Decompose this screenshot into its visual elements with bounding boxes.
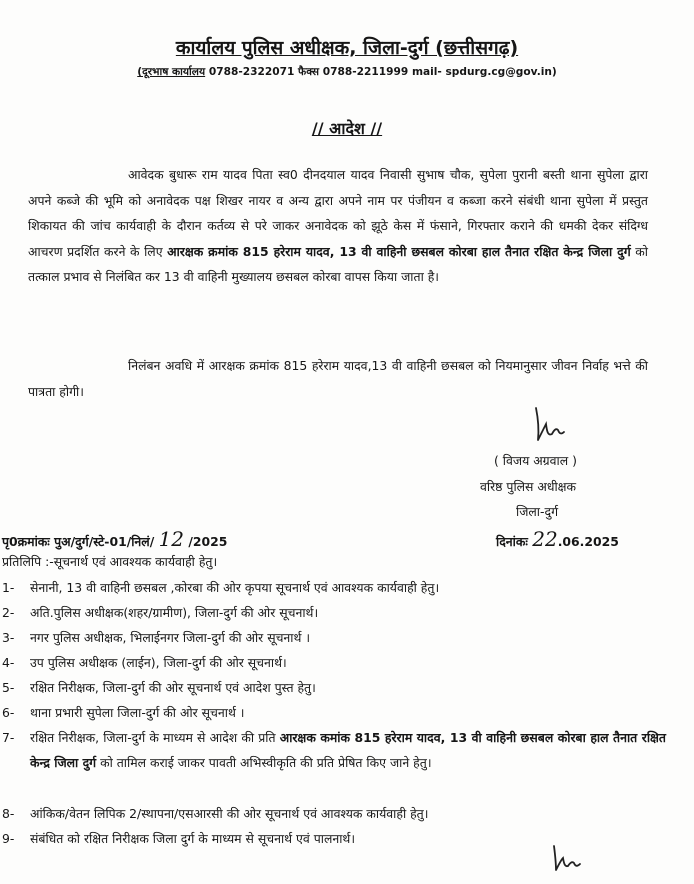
signatory-designation: वरिष्ठ पुलिस अधीक्षक xyxy=(480,479,577,494)
item-text: थाना प्रभारी सुपेला जिला-दुर्ग की ओर सूचनार्थ । xyxy=(30,705,245,720)
reference-number: 12 xyxy=(158,527,185,551)
date-line xyxy=(496,527,619,551)
item-number: 5- xyxy=(2,680,15,695)
distribution-item xyxy=(2,650,287,675)
item-number: 3- xyxy=(2,630,15,645)
mail-address: mail- spdurg.cg@gov.in) xyxy=(411,66,557,78)
distribution-item xyxy=(2,575,439,600)
item-text xyxy=(30,725,666,775)
item-number: 2- xyxy=(2,605,15,620)
item-text: नगर पुलिस अधीक्षक, भिलाईनगर जिला-दुर्ग की ओर सूचनार्थ । xyxy=(30,630,311,645)
signatory-name: ( विजय अग्रवाल ) xyxy=(494,453,577,468)
handwritten-signature xyxy=(528,402,568,450)
item-number: 9- xyxy=(2,831,15,846)
para1-bold-text: आरक्षक क्रमांक 815 हरेराम यादव, 13 वी वाहिनी छसबल कोरबा हाल तैनात रक्षित केन्द्र जिला दुर्ग xyxy=(167,243,631,259)
item-number: 7- xyxy=(2,730,15,745)
office-title: कार्यालय पुलिस अधीक्षक, जिला-दुर्ग (छत्तीसगढ़) xyxy=(175,37,519,59)
distribution-item xyxy=(2,600,318,625)
item-number: 8- xyxy=(2,806,15,821)
item-number: 4- xyxy=(2,655,15,670)
fax-number: 0788-2211999 xyxy=(322,66,409,78)
item7-text-b: को तामिल कराई जाकर पावती अभिस्वीकृति की प्रति प्रेषित किए जाने हेतु। xyxy=(100,755,432,770)
item7-text-a: रक्षित निरीक्षक, जिला-दुर्ग के माध्यम से आदेश की प्रति xyxy=(30,730,276,745)
distribution-item xyxy=(2,801,428,826)
order-heading: // आदेश // xyxy=(311,119,383,138)
item7-bold-text: आरक्षक कमांक 815 हरेराम यादव, 13 वी वाहिनी छसबल कोरबा हाल तैनात रक्षित केन्द्र जिला दुर्ग xyxy=(30,730,666,770)
item-text: आंकिक/वेतन लिपिक 2/स्थापना/एसआरसी की ओर सूचनार्थ एवं आवश्यक कार्यवाही हेतु। xyxy=(30,806,429,821)
item-text: संबंधित को रक्षित निरीक्षक जिला दुर्ग के माध्यम से सूचनार्थ एवं पालनार्थ। xyxy=(30,831,356,846)
reference-number-line xyxy=(2,527,227,551)
distribution-item xyxy=(2,725,666,775)
item-number: 6- xyxy=(2,705,15,720)
para1-text-a: आवेदक बुधारू राम यादव पिता स्व0 दीनदयाल यादव निवासी सुभाष चौक, सुपेला पुरानी बस्ती थाना सुपेला द्वारा अपने कब्जे की भूमि को अनावेदक पक्ष शिखर नायर व अन्य द्वारा अपने नाम पर पंजीयन व कब्जा करने संबंधी थाना सुपेला में प्रस्तुत शिकायत की जांच कार्यवाही के दौरान कर्तव्य से परे जाकर अनावेदक को झूठे केस में फंसाने, गिरफ्तार कराने की धमकी देकर संदिग्ध आचरण प्रदर्शित करने के लिए xyxy=(28,167,648,259)
item-text: रक्षित निरीक्षक, जिला-दुर्ग की ओर सूचनार्थ एवं आदेश पुस्त हेतु। xyxy=(30,680,316,695)
item-text: सेनानी, 13 वी वाहिनी छसबल ,कोरबा की ओर कृपया सूचनार्थ एवं आवश्यक कार्यवाही हेतु। xyxy=(30,580,440,595)
order-paragraph-1 xyxy=(28,162,648,290)
date-label: दिनांकः xyxy=(496,534,528,549)
date-rest: .06.2025 xyxy=(557,534,619,549)
para2-text: निलंबन अवधि में आरक्षक क्रमांक 815 हरेराम यादव,13 वी वाहिनी छसबल को नियमानुसार जीवन निर्वाह भत्ते की पात्रता होगी। xyxy=(28,358,648,399)
handwritten-initials xyxy=(548,842,588,874)
phone-label: (दूरभाष कार्यालय xyxy=(137,66,206,78)
signatory-place: जिला-दुर्ग xyxy=(516,504,559,519)
reference-year: /2025 xyxy=(188,534,228,549)
phone-number: 0788-2322071 xyxy=(208,66,295,78)
item-number: 1- xyxy=(2,580,15,595)
distribution-item xyxy=(2,826,355,851)
item-text: उप पुलिस अधीक्षक (लाईन), जिला-दुर्ग की ओर सूचनार्थ। xyxy=(30,655,287,670)
distribution-item xyxy=(2,675,316,700)
date-day: 22 xyxy=(532,527,558,551)
item-text: अति.पुलिस अधीक्षक(शहर/ग्रामीण), जिला-दुर्ग की ओर सूचनार्थ। xyxy=(30,605,319,620)
distribution-item xyxy=(2,700,245,725)
copy-to-line: प्रतिलिपि :-सूचनार्थ एवं आवश्यक कार्यवाही हेतु। xyxy=(2,554,218,569)
para1-text-b: को तत्काल प्रभाव से निलंबित कर 13 वी वाहिनी मुख्यालय छसबल कोरबा वापस किया जाता है। xyxy=(28,243,648,284)
distribution-item xyxy=(2,625,310,650)
fax-label: फैक्स xyxy=(298,66,320,78)
order-paragraph-2 xyxy=(28,353,648,404)
contact-line xyxy=(0,65,694,79)
reference-prefix: पृ0क्रमांकः पुअ/दुर्ग/स्टे-01/निलं/ xyxy=(2,534,155,549)
